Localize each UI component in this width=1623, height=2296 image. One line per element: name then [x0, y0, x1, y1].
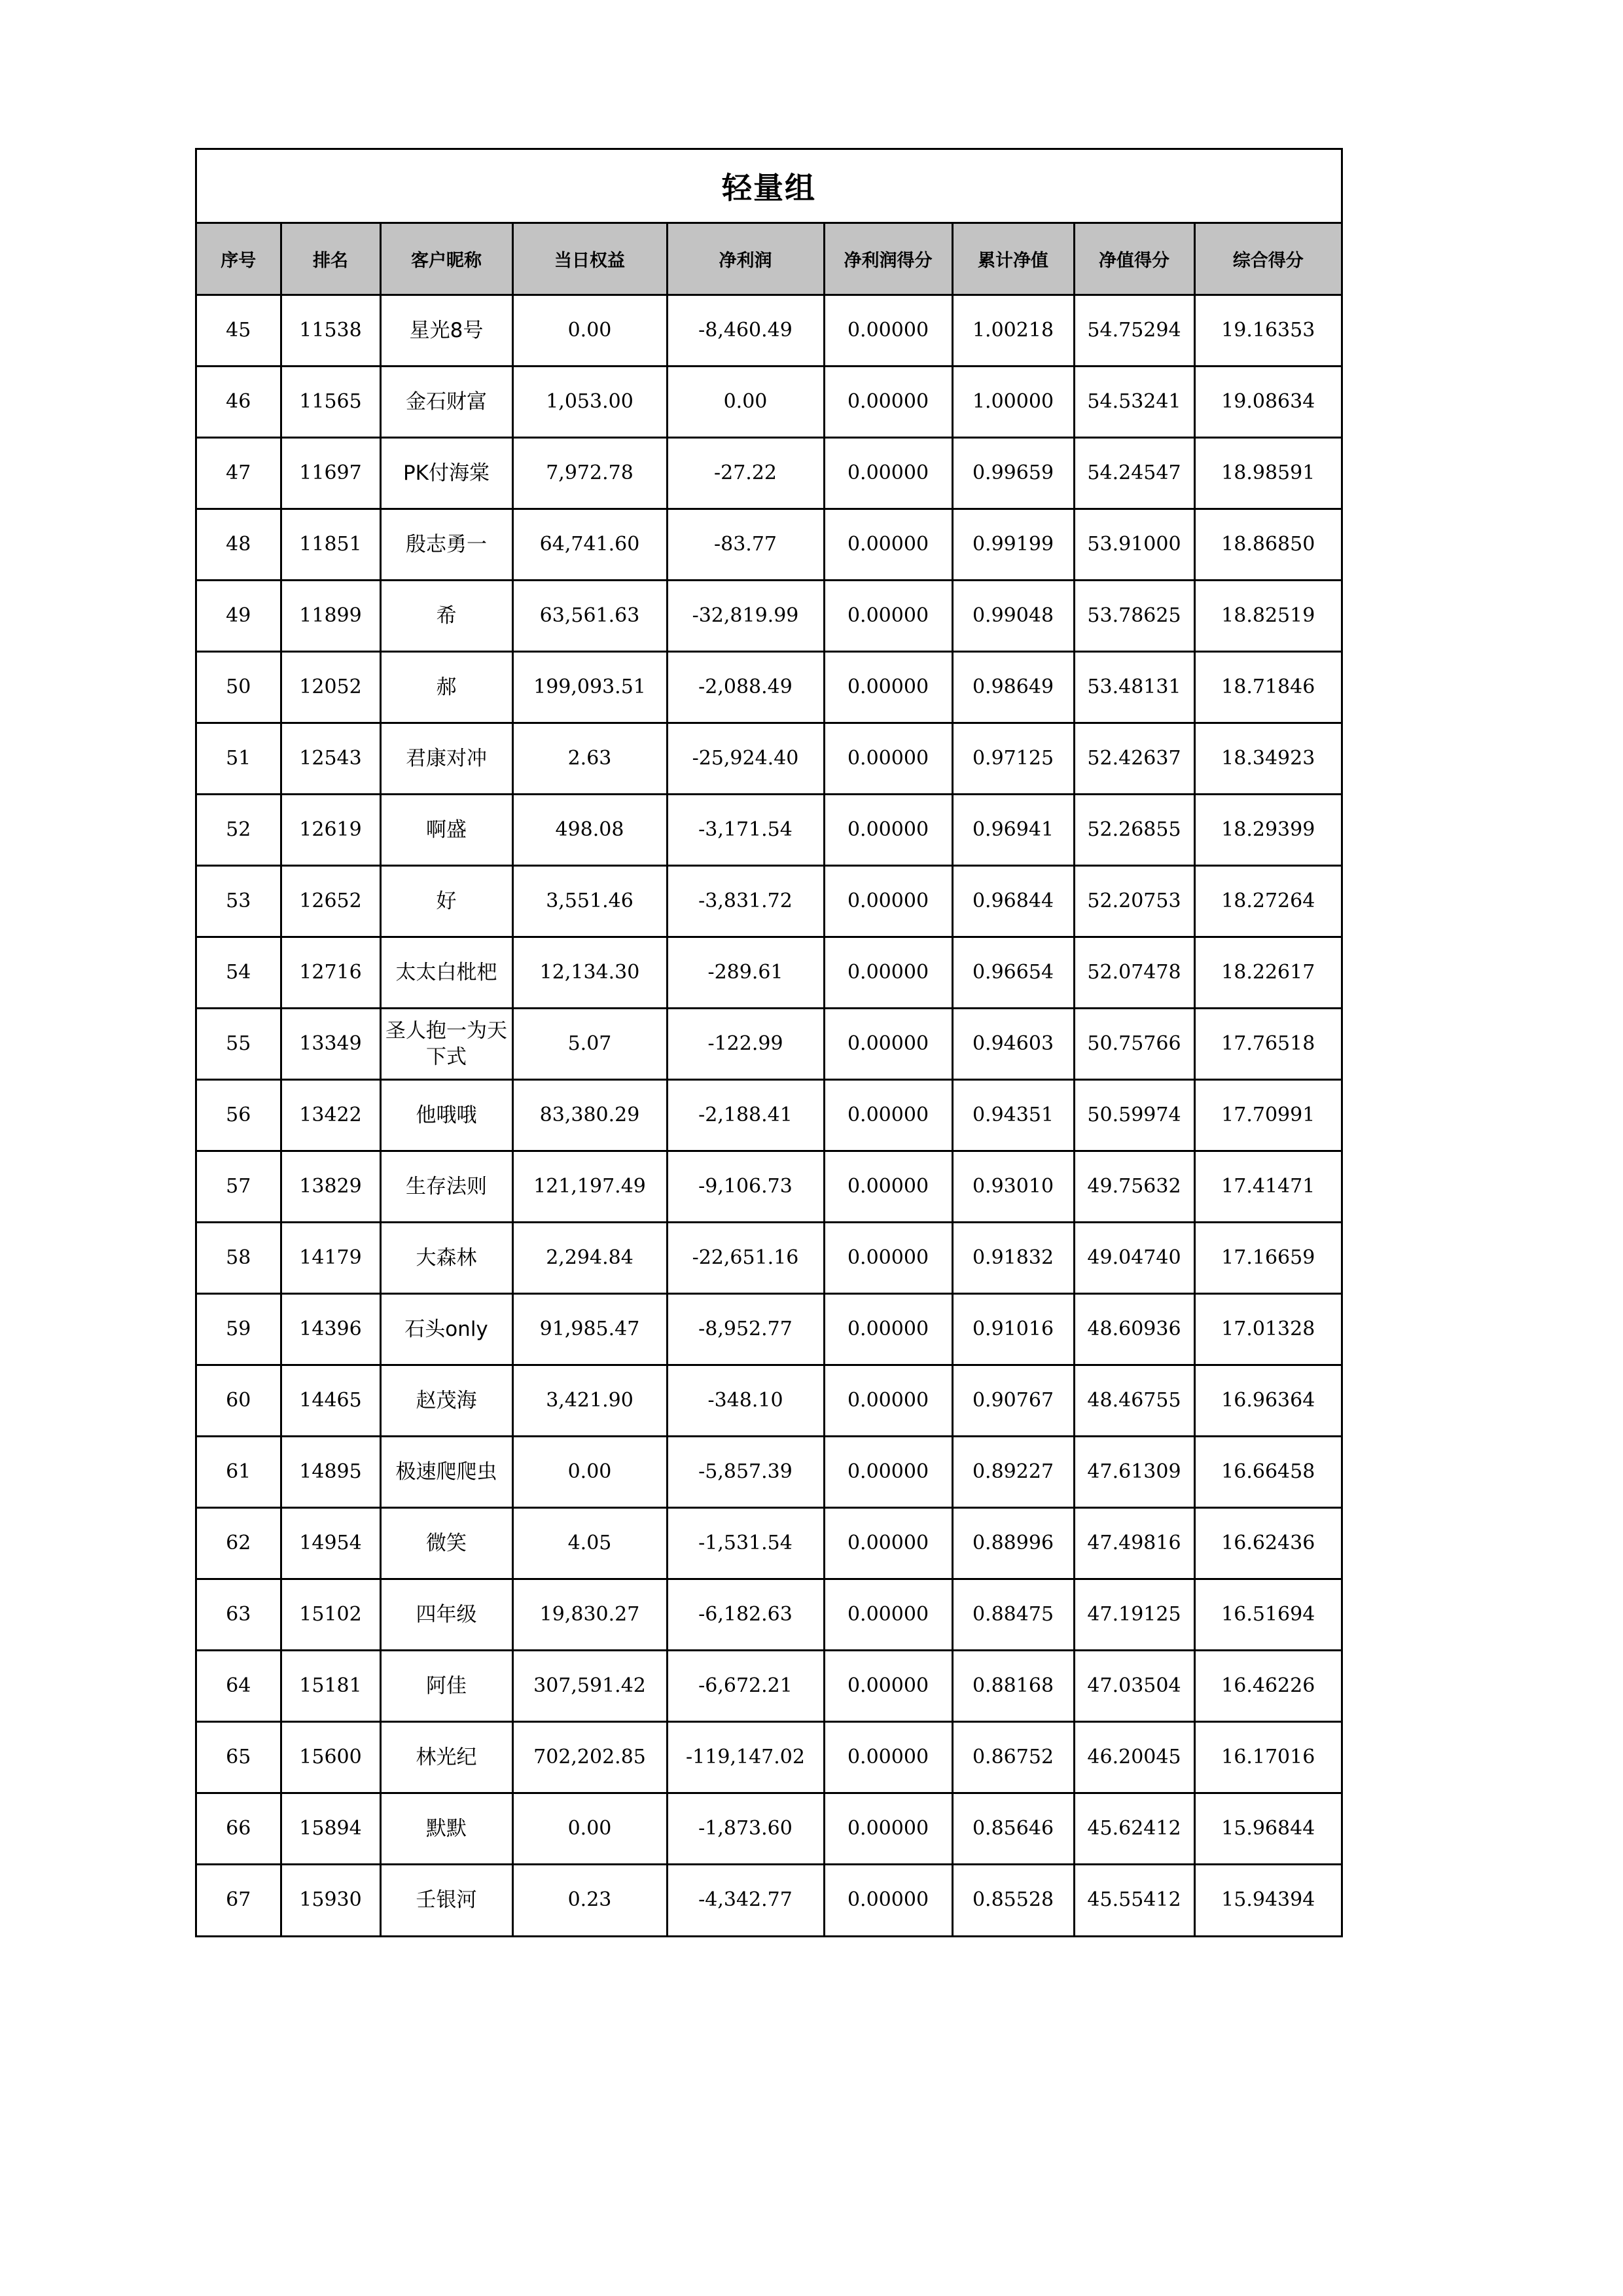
cell-seq: 58 [197, 1222, 281, 1293]
cell-cumulative-nav: 0.96941 [952, 794, 1074, 865]
cell-rank: 15894 [281, 1793, 380, 1864]
cell-rank: 15181 [281, 1650, 380, 1721]
table-row [197, 1436, 1341, 1507]
cell-net-profit-score: 0.00000 [824, 1793, 952, 1864]
cell-net-profit-score: 0.00000 [824, 723, 952, 794]
cell-daily-equity: 2.63 [512, 723, 667, 794]
table-row [197, 651, 1341, 723]
cell-total-score: 18.98591 [1194, 437, 1341, 509]
cell-net-profit: -3,171.54 [667, 794, 824, 865]
cell-nickname: 啊盛 [380, 794, 512, 865]
table-row [197, 1079, 1341, 1151]
cell-net-profit-score: 0.00000 [824, 865, 952, 937]
cell-total-score: 17.01328 [1194, 1293, 1341, 1365]
cell-rank: 14954 [281, 1507, 380, 1579]
cell-total-score: 17.76518 [1194, 1008, 1341, 1079]
cell-daily-equity: 12,134.30 [512, 937, 667, 1008]
cell-cumulative-nav: 0.90767 [952, 1365, 1074, 1436]
cell-net-profit: -8,952.77 [667, 1293, 824, 1365]
cell-cumulative-nav: 0.94603 [952, 1008, 1074, 1079]
cell-nav-score: 48.46755 [1074, 1365, 1194, 1436]
cell-cumulative-nav: 0.99199 [952, 509, 1074, 580]
cell-net-profit: -1,531.54 [667, 1507, 824, 1579]
cell-nav-score: 52.26855 [1074, 794, 1194, 865]
cell-seq: 46 [197, 366, 281, 437]
cell-cumulative-nav: 1.00000 [952, 366, 1074, 437]
cell-net-profit-score: 0.00000 [824, 1507, 952, 1579]
cell-seq: 47 [197, 437, 281, 509]
cell-total-score: 19.08634 [1194, 366, 1341, 437]
cell-net-profit-score: 0.00000 [824, 1436, 952, 1507]
cell-nav-score: 47.03504 [1074, 1650, 1194, 1721]
cell-nickname: 生存法则 [380, 1151, 512, 1222]
cell-nickname: 郝 [380, 651, 512, 723]
cell-nickname: 希 [380, 580, 512, 651]
cell-seq: 64 [197, 1650, 281, 1721]
cell-cumulative-nav: 0.91832 [952, 1222, 1074, 1293]
table-row [197, 1650, 1341, 1721]
cell-daily-equity: 498.08 [512, 794, 667, 865]
cell-net-profit: -3,831.72 [667, 865, 824, 937]
ranking-table-sheet [195, 148, 1343, 1937]
cell-net-profit: -2,088.49 [667, 651, 824, 723]
cell-total-score: 18.22617 [1194, 937, 1341, 1008]
cell-nav-score: 45.55412 [1074, 1864, 1194, 1935]
header-daily-equity: 当日权益 [512, 224, 667, 295]
cell-rank: 11565 [281, 366, 380, 437]
cell-seq: 63 [197, 1579, 281, 1650]
header-nav-score: 净值得分 [1074, 224, 1194, 295]
cell-net-profit: -6,182.63 [667, 1579, 824, 1650]
cell-net-profit-score: 0.00000 [824, 580, 952, 651]
cell-daily-equity: 199,093.51 [512, 651, 667, 723]
cell-seq: 65 [197, 1721, 281, 1793]
cell-rank: 15930 [281, 1864, 380, 1935]
cell-total-score: 15.94394 [1194, 1864, 1341, 1935]
cell-nickname: 林光纪 [380, 1721, 512, 1793]
cell-cumulative-nav: 0.89227 [952, 1436, 1074, 1507]
cell-net-profit: -5,857.39 [667, 1436, 824, 1507]
table-row [197, 1222, 1341, 1293]
cell-seq: 61 [197, 1436, 281, 1507]
cell-total-score: 17.41471 [1194, 1151, 1341, 1222]
cell-net-profit: -8,460.49 [667, 295, 824, 366]
cell-rank: 14179 [281, 1222, 380, 1293]
cell-daily-equity: 121,197.49 [512, 1151, 667, 1222]
cell-total-score: 18.86850 [1194, 509, 1341, 580]
cell-nickname: 壬银河 [380, 1864, 512, 1935]
cell-total-score: 16.46226 [1194, 1650, 1341, 1721]
cell-seq: 56 [197, 1079, 281, 1151]
header-net-profit-score: 净利润得分 [824, 224, 952, 295]
header-row [197, 224, 1341, 295]
table-row [197, 1008, 1341, 1079]
cell-net-profit-score: 0.00000 [824, 1079, 952, 1151]
cell-rank: 13829 [281, 1151, 380, 1222]
cell-seq: 62 [197, 1507, 281, 1579]
cell-total-score: 18.29399 [1194, 794, 1341, 865]
header-nickname: 客户昵称 [380, 224, 512, 295]
cell-daily-equity: 5.07 [512, 1008, 667, 1079]
cell-total-score: 17.16659 [1194, 1222, 1341, 1293]
header-total-score: 综合得分 [1194, 224, 1341, 295]
cell-nav-score: 47.19125 [1074, 1579, 1194, 1650]
cell-rank: 14465 [281, 1365, 380, 1436]
cell-daily-equity: 83,380.29 [512, 1079, 667, 1151]
cell-nav-score: 53.91000 [1074, 509, 1194, 580]
cell-nickname: 赵茂海 [380, 1365, 512, 1436]
cell-net-profit-score: 0.00000 [824, 794, 952, 865]
cell-nickname: 大森林 [380, 1222, 512, 1293]
cell-cumulative-nav: 0.99048 [952, 580, 1074, 651]
cell-seq: 66 [197, 1793, 281, 1864]
cell-net-profit: -289.61 [667, 937, 824, 1008]
cell-net-profit: -119,147.02 [667, 1721, 824, 1793]
table-title: 轻量组 [197, 150, 1341, 224]
header-cumulative-nav: 累计净值 [952, 224, 1074, 295]
cell-seq: 50 [197, 651, 281, 723]
cell-nav-score: 53.48131 [1074, 651, 1194, 723]
cell-seq: 57 [197, 1151, 281, 1222]
cell-total-score: 16.62436 [1194, 1507, 1341, 1579]
cell-net-profit-score: 0.00000 [824, 509, 952, 580]
table-row [197, 1793, 1341, 1864]
table-row [197, 794, 1341, 865]
table-row [197, 1151, 1341, 1222]
cell-rank: 15102 [281, 1579, 380, 1650]
cell-net-profit-score: 0.00000 [824, 1222, 952, 1293]
cell-cumulative-nav: 0.88168 [952, 1650, 1074, 1721]
cell-rank: 12619 [281, 794, 380, 865]
table-row [197, 1864, 1341, 1935]
cell-net-profit-score: 0.00000 [824, 1365, 952, 1436]
table-row [197, 1365, 1341, 1436]
cell-total-score: 18.34923 [1194, 723, 1341, 794]
cell-net-profit: -348.10 [667, 1365, 824, 1436]
cell-total-score: 16.66458 [1194, 1436, 1341, 1507]
cell-daily-equity: 2,294.84 [512, 1222, 667, 1293]
cell-seq: 53 [197, 865, 281, 937]
cell-nickname: 微笑 [380, 1507, 512, 1579]
cell-daily-equity: 307,591.42 [512, 1650, 667, 1721]
cell-net-profit-score: 0.00000 [824, 366, 952, 437]
cell-nav-score: 48.60936 [1074, 1293, 1194, 1365]
cell-total-score: 16.96364 [1194, 1365, 1341, 1436]
cell-daily-equity: 63,561.63 [512, 580, 667, 651]
cell-cumulative-nav: 0.98649 [952, 651, 1074, 723]
cell-cumulative-nav: 0.91016 [952, 1293, 1074, 1365]
cell-daily-equity: 3,421.90 [512, 1365, 667, 1436]
cell-cumulative-nav: 0.99659 [952, 437, 1074, 509]
cell-nav-score: 54.75294 [1074, 295, 1194, 366]
cell-net-profit: -6,672.21 [667, 1650, 824, 1721]
table-row [197, 509, 1341, 580]
cell-cumulative-nav: 0.93010 [952, 1151, 1074, 1222]
cell-cumulative-nav: 0.86752 [952, 1721, 1074, 1793]
cell-nav-score: 50.59974 [1074, 1079, 1194, 1151]
cell-nickname: 太太白枇杷 [380, 937, 512, 1008]
header-seq: 序号 [197, 224, 281, 295]
cell-net-profit-score: 0.00000 [824, 1864, 952, 1935]
ranking-table [197, 224, 1341, 1935]
cell-nickname: 阿佳 [380, 1650, 512, 1721]
table-row [197, 295, 1341, 366]
cell-cumulative-nav: 0.96844 [952, 865, 1074, 937]
cell-rank: 14895 [281, 1436, 380, 1507]
cell-nickname: 四年级 [380, 1579, 512, 1650]
cell-seq: 45 [197, 295, 281, 366]
cell-daily-equity: 0.23 [512, 1864, 667, 1935]
table-row [197, 937, 1341, 1008]
cell-seq: 59 [197, 1293, 281, 1365]
cell-nickname: 好 [380, 865, 512, 937]
cell-rank: 11851 [281, 509, 380, 580]
table-row [197, 1579, 1341, 1650]
header-rank: 排名 [281, 224, 380, 295]
cell-daily-equity: 0.00 [512, 1793, 667, 1864]
cell-nav-score: 53.78625 [1074, 580, 1194, 651]
cell-seq: 54 [197, 937, 281, 1008]
cell-nickname: 金石财富 [380, 366, 512, 437]
cell-cumulative-nav: 0.97125 [952, 723, 1074, 794]
cell-net-profit: -9,106.73 [667, 1151, 824, 1222]
cell-total-score: 15.96844 [1194, 1793, 1341, 1864]
cell-nickname: 圣人抱一为天下式 [380, 1008, 512, 1079]
cell-daily-equity: 4.05 [512, 1507, 667, 1579]
cell-net-profit: -27.22 [667, 437, 824, 509]
cell-rank: 11538 [281, 295, 380, 366]
cell-seq: 52 [197, 794, 281, 865]
cell-nav-score: 47.61309 [1074, 1436, 1194, 1507]
cell-rank: 11899 [281, 580, 380, 651]
cell-net-profit-score: 0.00000 [824, 1008, 952, 1079]
cell-daily-equity: 0.00 [512, 1436, 667, 1507]
cell-seq: 67 [197, 1864, 281, 1935]
cell-net-profit: -2,188.41 [667, 1079, 824, 1151]
cell-nickname: 极速爬爬虫 [380, 1436, 512, 1507]
cell-net-profit-score: 0.00000 [824, 1151, 952, 1222]
cell-daily-equity: 19,830.27 [512, 1579, 667, 1650]
cell-cumulative-nav: 0.85528 [952, 1864, 1074, 1935]
cell-total-score: 18.27264 [1194, 865, 1341, 937]
cell-nickname: 石头only [380, 1293, 512, 1365]
table-row [197, 865, 1341, 937]
cell-nav-score: 45.62412 [1074, 1793, 1194, 1864]
cell-total-score: 18.71846 [1194, 651, 1341, 723]
cell-cumulative-nav: 1.00218 [952, 295, 1074, 366]
cell-rank: 12543 [281, 723, 380, 794]
cell-rank: 14396 [281, 1293, 380, 1365]
table-row [197, 580, 1341, 651]
cell-seq: 51 [197, 723, 281, 794]
cell-daily-equity: 64,741.60 [512, 509, 667, 580]
header-net-profit: 净利润 [667, 224, 824, 295]
table-row [197, 437, 1341, 509]
table-row [197, 1721, 1341, 1793]
cell-rank: 11697 [281, 437, 380, 509]
cell-net-profit-score: 0.00000 [824, 295, 952, 366]
cell-nickname: 他哦哦 [380, 1079, 512, 1151]
cell-daily-equity: 0.00 [512, 295, 667, 366]
cell-net-profit-score: 0.00000 [824, 937, 952, 1008]
cell-daily-equity: 91,985.47 [512, 1293, 667, 1365]
cell-net-profit: -1,873.60 [667, 1793, 824, 1864]
cell-total-score: 16.51694 [1194, 1579, 1341, 1650]
cell-net-profit-score: 0.00000 [824, 1721, 952, 1793]
cell-nav-score: 52.20753 [1074, 865, 1194, 937]
table-row [197, 723, 1341, 794]
cell-seq: 60 [197, 1365, 281, 1436]
cell-net-profit: -122.99 [667, 1008, 824, 1079]
cell-total-score: 16.17016 [1194, 1721, 1341, 1793]
cell-nav-score: 49.04740 [1074, 1222, 1194, 1293]
cell-rank: 12052 [281, 651, 380, 723]
cell-total-score: 19.16353 [1194, 295, 1341, 366]
cell-cumulative-nav: 0.96654 [952, 937, 1074, 1008]
cell-rank: 12652 [281, 865, 380, 937]
cell-daily-equity: 1,053.00 [512, 366, 667, 437]
table-body [197, 295, 1341, 1935]
cell-nav-score: 47.49816 [1074, 1507, 1194, 1579]
cell-nav-score: 54.53241 [1074, 366, 1194, 437]
cell-net-profit: -22,651.16 [667, 1222, 824, 1293]
table-row [197, 1293, 1341, 1365]
cell-net-profit: -83.77 [667, 509, 824, 580]
cell-nav-score: 50.75766 [1074, 1008, 1194, 1079]
cell-daily-equity: 7,972.78 [512, 437, 667, 509]
cell-nav-score: 54.24547 [1074, 437, 1194, 509]
cell-nav-score: 46.20045 [1074, 1721, 1194, 1793]
cell-cumulative-nav: 0.85646 [952, 1793, 1074, 1864]
cell-rank: 13422 [281, 1079, 380, 1151]
cell-nav-score: 52.07478 [1074, 937, 1194, 1008]
cell-cumulative-nav: 0.94351 [952, 1079, 1074, 1151]
cell-daily-equity: 3,551.46 [512, 865, 667, 937]
cell-daily-equity: 702,202.85 [512, 1721, 667, 1793]
cell-seq: 55 [197, 1008, 281, 1079]
cell-net-profit-score: 0.00000 [824, 1579, 952, 1650]
cell-nav-score: 52.42637 [1074, 723, 1194, 794]
cell-net-profit-score: 0.00000 [824, 651, 952, 723]
cell-total-score: 17.70991 [1194, 1079, 1341, 1151]
cell-nickname: PK付海棠 [380, 437, 512, 509]
cell-nickname: 君康对冲 [380, 723, 512, 794]
cell-total-score: 18.82519 [1194, 580, 1341, 651]
cell-seq: 49 [197, 580, 281, 651]
cell-nickname: 殷志勇一 [380, 509, 512, 580]
cell-net-profit: -32,819.99 [667, 580, 824, 651]
cell-seq: 48 [197, 509, 281, 580]
cell-nickname: 星光8号 [380, 295, 512, 366]
cell-net-profit: -25,924.40 [667, 723, 824, 794]
cell-nav-score: 49.75632 [1074, 1151, 1194, 1222]
cell-net-profit: -4,342.77 [667, 1864, 824, 1935]
cell-rank: 12716 [281, 937, 380, 1008]
cell-net-profit-score: 0.00000 [824, 1650, 952, 1721]
cell-rank: 15600 [281, 1721, 380, 1793]
table-row [197, 1507, 1341, 1579]
cell-rank: 13349 [281, 1008, 380, 1079]
table-row [197, 366, 1341, 437]
cell-net-profit: 0.00 [667, 366, 824, 437]
cell-nickname: 默默 [380, 1793, 512, 1864]
cell-net-profit-score: 0.00000 [824, 437, 952, 509]
cell-net-profit-score: 0.00000 [824, 1293, 952, 1365]
cell-cumulative-nav: 0.88475 [952, 1579, 1074, 1650]
cell-cumulative-nav: 0.88996 [952, 1507, 1074, 1579]
